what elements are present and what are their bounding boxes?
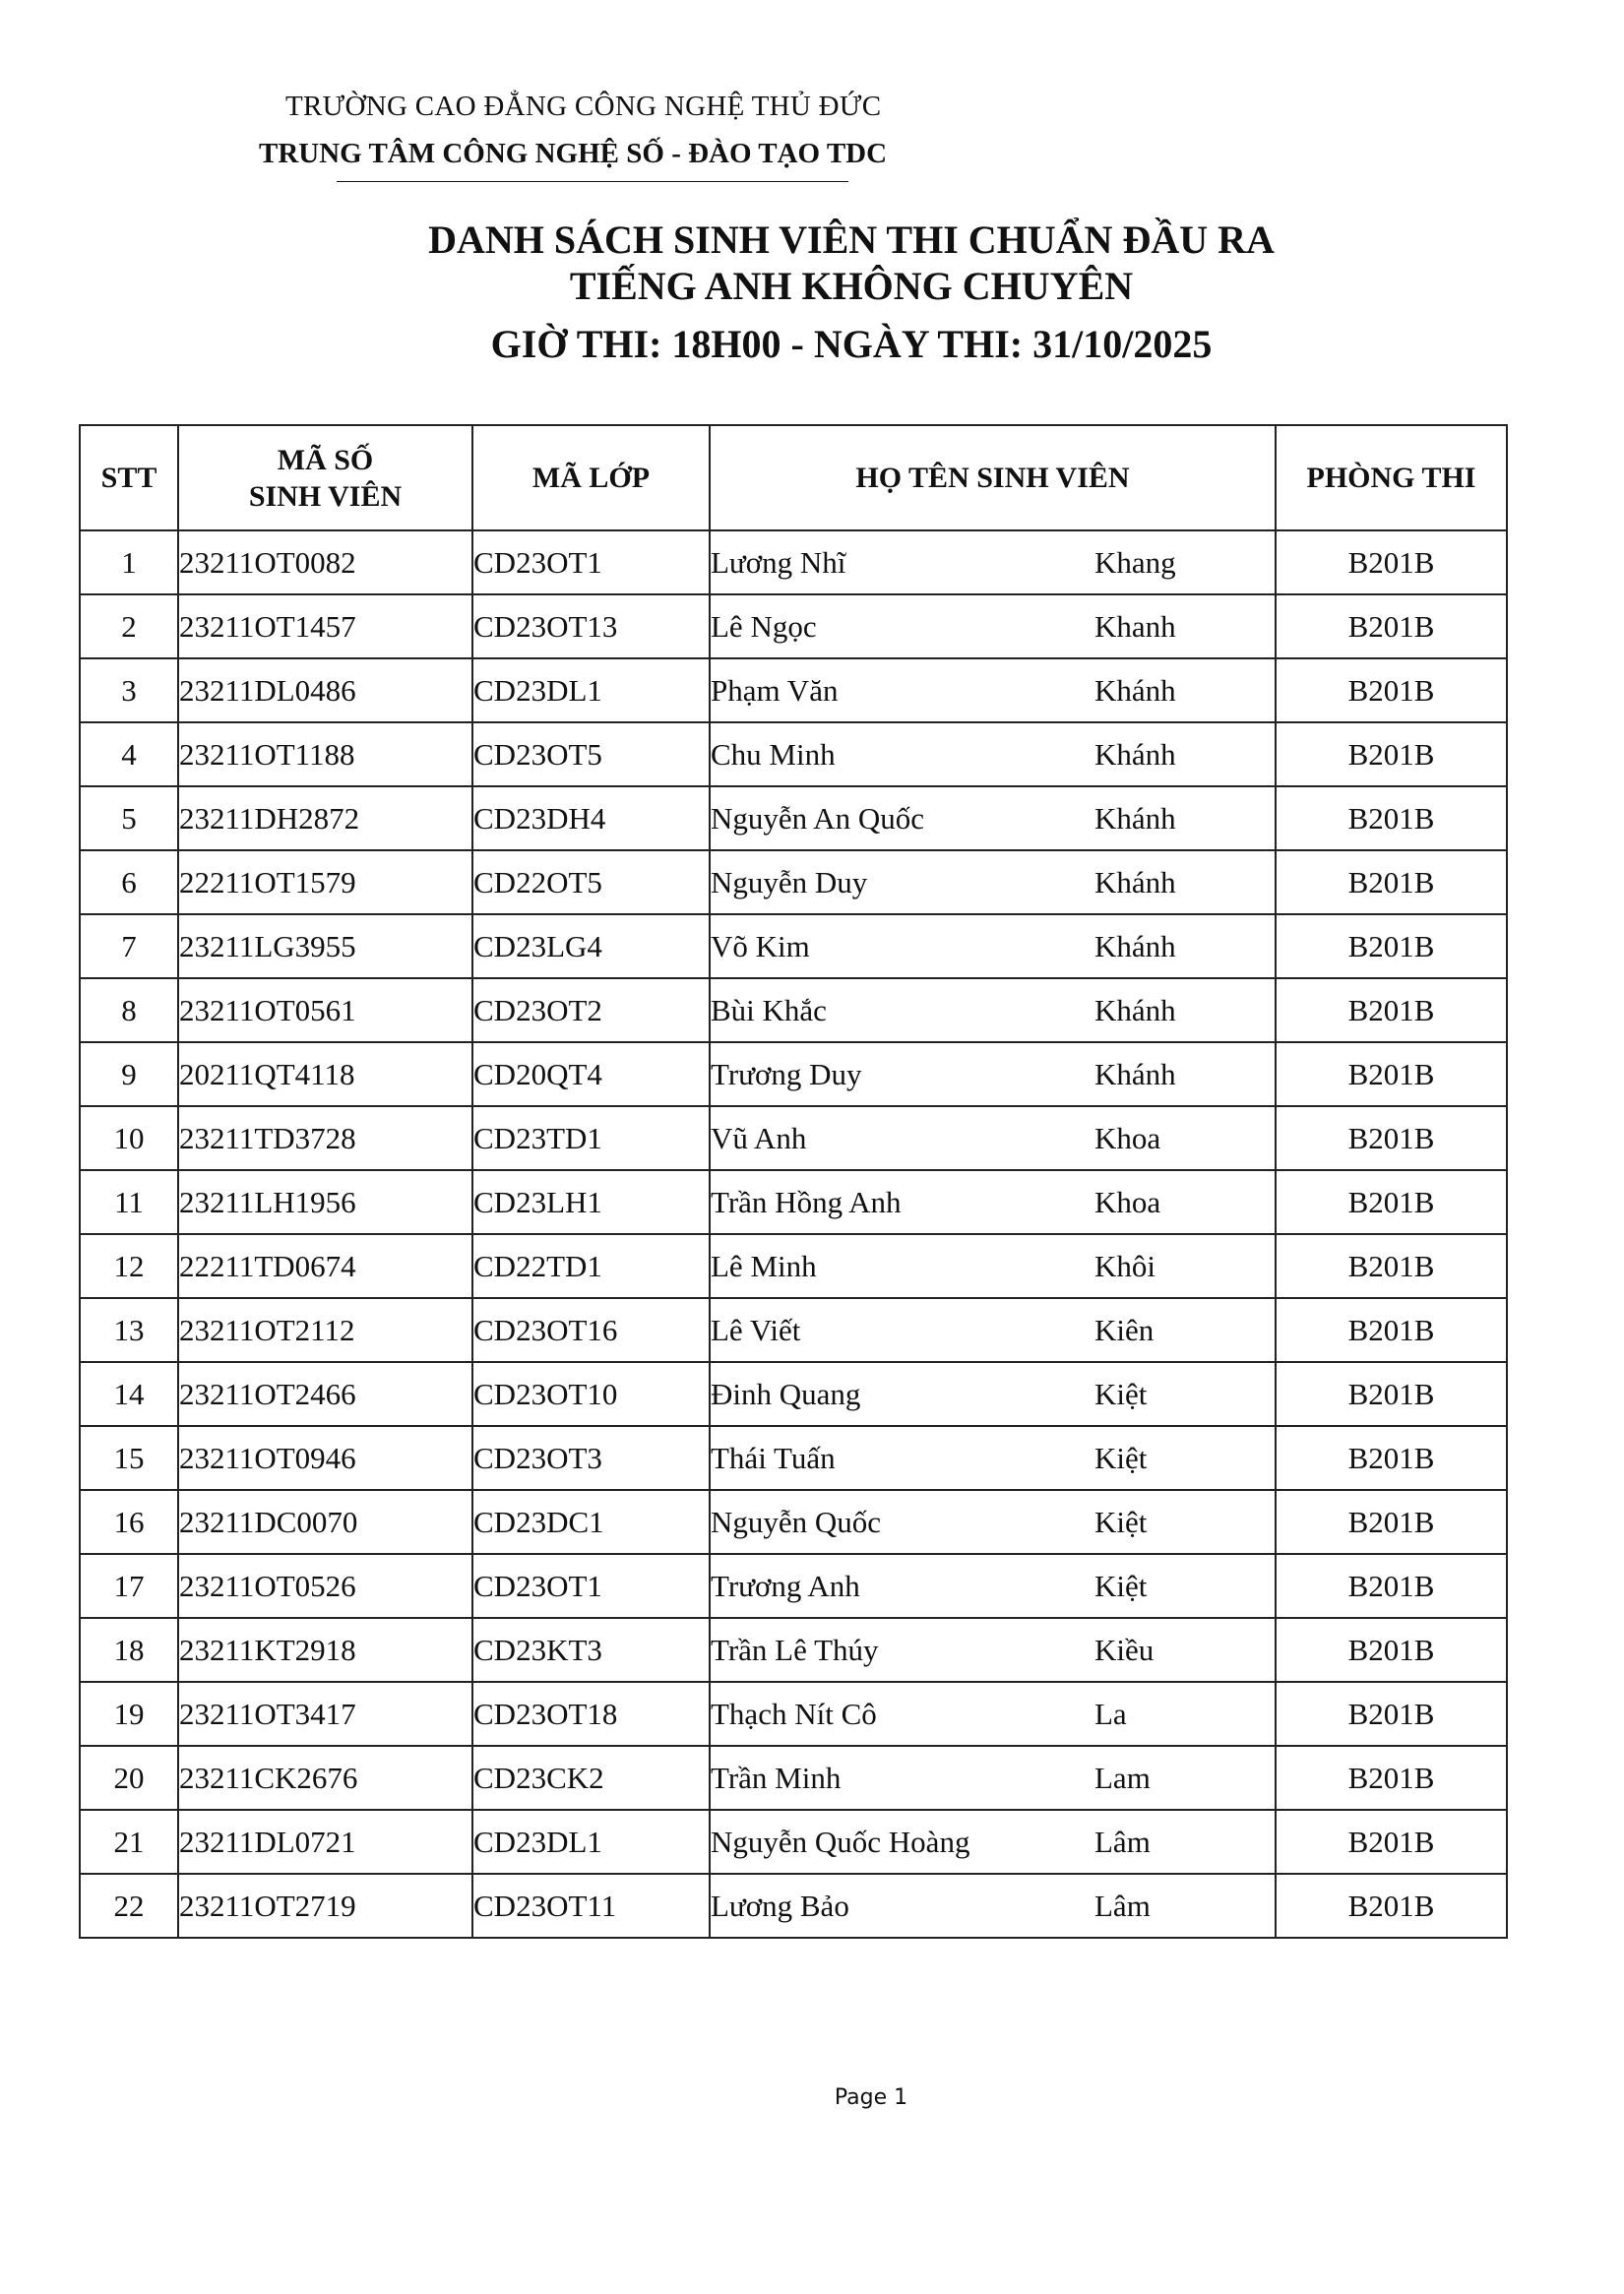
given-name: Khánh [1094, 929, 1176, 963]
student-id-cell: 23211CK2676 [178, 1746, 472, 1810]
surname-middle: Võ Kim [711, 929, 810, 963]
student-name-cell [710, 594, 1276, 658]
class-code-cell: CD23OT11 [472, 1874, 710, 1938]
center-name: TRUNG TÂM CÔNG NGHỆ SỐ - ĐÀO TẠO TDC [259, 138, 888, 169]
stt-cell: 11 [80, 1170, 178, 1234]
student-name-cell [710, 1874, 1276, 1938]
stt-cell: 3 [80, 658, 178, 722]
table-row [80, 1426, 1507, 1490]
exam-room-cell: B201B [1276, 658, 1507, 722]
student-id-cell: 23211DH2872 [178, 786, 472, 850]
exam-room-cell: B201B [1276, 1490, 1507, 1554]
student-name-cell [710, 1426, 1276, 1490]
stt-cell: 1 [80, 530, 178, 594]
exam-room-cell: B201B [1276, 914, 1507, 978]
given-name: Kiên [1094, 1313, 1155, 1347]
table-row [80, 1746, 1507, 1810]
document-title [0, 217, 1624, 367]
stt-cell: 16 [80, 1490, 178, 1554]
class-code-cell: CD23CK2 [472, 1746, 710, 1810]
class-code-cell: CD23DL1 [472, 1810, 710, 1874]
header-student-id-line1: MÃ SỐ [277, 443, 374, 476]
stt-cell: 6 [80, 850, 178, 914]
student-id-cell: 23211OT1457 [178, 594, 472, 658]
student-name-cell [710, 1554, 1276, 1618]
surname-middle: Lê Viết [711, 1313, 801, 1347]
student-roster-table [79, 424, 1508, 1939]
title-line-2: TIẾNG ANH KHÔNG CHUYÊN [569, 264, 1134, 308]
surname-middle: Trần Hồng Anh [711, 1185, 902, 1219]
student-name-cell [710, 1298, 1276, 1362]
given-name: Khánh [1094, 1057, 1176, 1091]
table-row [80, 1234, 1507, 1298]
student-id-cell: 23211OT3417 [178, 1682, 472, 1746]
given-name: La [1094, 1697, 1127, 1731]
class-code-cell: CD23LG4 [472, 914, 710, 978]
stt-cell: 7 [80, 914, 178, 978]
student-name-cell [710, 1618, 1276, 1682]
student-id-cell: 23211KT2918 [178, 1618, 472, 1682]
header-class: MÃ LỚP [472, 425, 710, 530]
given-name: Khánh [1094, 993, 1176, 1027]
surname-middle: Nguyễn Duy [711, 865, 868, 899]
given-name: Kiệt [1094, 1505, 1148, 1539]
given-name: Khoa [1094, 1121, 1161, 1155]
exam-room-cell: B201B [1276, 850, 1507, 914]
class-code-cell: CD23KT3 [472, 1618, 710, 1682]
exam-room-cell: B201B [1276, 1362, 1507, 1426]
stt-cell: 21 [80, 1810, 178, 1874]
stt-cell: 5 [80, 786, 178, 850]
surname-middle: Nguyễn Quốc [711, 1505, 882, 1539]
student-id-cell: 22211TD0674 [178, 1234, 472, 1298]
table-row [80, 914, 1507, 978]
table-row [80, 1618, 1507, 1682]
surname-middle: Lương Bảo [711, 1889, 849, 1923]
class-code-cell: CD23OT5 [472, 722, 710, 786]
given-name: Khanh [1094, 609, 1176, 644]
surname-middle: Phạm Văn [711, 673, 839, 708]
student-id-cell: 23211OT0946 [178, 1426, 472, 1490]
student-id-cell: 23211LH1956 [178, 1170, 472, 1234]
given-name: Lâm [1094, 1889, 1151, 1923]
header-student-id-line2: SINH VIÊN [248, 479, 403, 513]
given-name: Kiều [1094, 1633, 1155, 1667]
given-name: Lâm [1094, 1825, 1151, 1859]
given-name: Khoa [1094, 1185, 1161, 1219]
given-name: Lam [1094, 1761, 1151, 1795]
stt-cell: 4 [80, 722, 178, 786]
student-name-cell [710, 658, 1276, 722]
surname-middle: Trương Anh [711, 1569, 860, 1603]
student-name-cell [710, 1362, 1276, 1426]
exam-time-line: GIỜ THI: 18H00 - NGÀY THI: 31/10/2025 [490, 322, 1213, 366]
header-name: HỌ TÊN SINH VIÊN [710, 425, 1276, 530]
given-name: Khánh [1094, 865, 1176, 899]
student-id-cell: 22211OT1579 [178, 850, 472, 914]
table-row [80, 530, 1507, 594]
student-name-cell [710, 914, 1276, 978]
given-name: Khang [1094, 545, 1176, 580]
exam-room-cell: B201B [1276, 1618, 1507, 1682]
header-student-id [178, 425, 472, 530]
student-name-cell [710, 722, 1276, 786]
exam-room-cell: B201B [1276, 1298, 1507, 1362]
class-code-cell: CD23OT2 [472, 978, 710, 1042]
student-id-cell: 23211OT0561 [178, 978, 472, 1042]
student-id-cell: 23211DL0721 [178, 1810, 472, 1874]
student-name-cell [710, 1234, 1276, 1298]
given-name: Kiệt [1094, 1441, 1148, 1475]
exam-room-cell: B201B [1276, 978, 1507, 1042]
table-row [80, 594, 1507, 658]
exam-room-cell: B201B [1276, 1810, 1507, 1874]
student-id-cell: 23211DL0486 [178, 658, 472, 722]
given-name: Khánh [1094, 673, 1176, 708]
center-underline [337, 181, 848, 182]
class-code-cell: CD23DL1 [472, 658, 710, 722]
given-name: Khôi [1094, 1249, 1156, 1283]
header-stt: STT [80, 425, 178, 530]
class-code-cell: CD23OT1 [472, 530, 710, 594]
table-row [80, 1362, 1507, 1426]
student-id-cell: 23211OT2719 [178, 1874, 472, 1938]
table-row [80, 1874, 1507, 1938]
stt-cell: 20 [80, 1746, 178, 1810]
class-code-cell: CD23DH4 [472, 786, 710, 850]
student-id-cell: 23211OT1188 [178, 722, 472, 786]
class-code-cell: CD23OT13 [472, 594, 710, 658]
exam-room-cell: B201B [1276, 1106, 1507, 1170]
surname-middle: Nguyễn Quốc Hoàng [711, 1825, 970, 1859]
class-code-cell: CD23OT3 [472, 1426, 710, 1490]
class-code-cell: CD22OT5 [472, 850, 710, 914]
table-row [80, 850, 1507, 914]
student-name-cell [710, 1170, 1276, 1234]
student-name-cell [710, 1746, 1276, 1810]
surname-middle: Lê Ngọc [711, 609, 817, 644]
stt-cell: 10 [80, 1106, 178, 1170]
table-body [80, 530, 1507, 1938]
surname-middle: Chu Minh [711, 737, 836, 772]
table-row [80, 1810, 1507, 1874]
student-id-cell: 20211QT4118 [178, 1042, 472, 1106]
surname-middle: Đinh Quang [711, 1377, 861, 1411]
title-line-1: DANH SÁCH SINH VIÊN THI CHUẨN ĐẦU RA [428, 217, 1275, 262]
exam-room-cell: B201B [1276, 1746, 1507, 1810]
class-code-cell: CD23OT1 [472, 1554, 710, 1618]
student-name-cell [710, 978, 1276, 1042]
stt-cell: 22 [80, 1874, 178, 1938]
student-name-cell [710, 530, 1276, 594]
surname-middle: Lê Minh [711, 1249, 817, 1283]
table-row [80, 1554, 1507, 1618]
stt-cell: 12 [80, 1234, 178, 1298]
surname-middle: Bùi Khắc [711, 993, 827, 1027]
exam-room-cell: B201B [1276, 1170, 1507, 1234]
exam-room-cell: B201B [1276, 1234, 1507, 1298]
surname-middle: Trần Lê Thúy [711, 1633, 879, 1667]
student-name-cell [710, 1490, 1276, 1554]
student-name-cell [710, 850, 1276, 914]
table-header-row [80, 425, 1507, 530]
table-row [80, 1298, 1507, 1362]
surname-middle: Vũ Anh [711, 1121, 807, 1155]
student-name-cell [710, 1106, 1276, 1170]
stt-cell: 13 [80, 1298, 178, 1362]
class-code-cell: CD23OT18 [472, 1682, 710, 1746]
student-id-cell: 23211LG3955 [178, 914, 472, 978]
table-row [80, 1682, 1507, 1746]
surname-middle: Trần Minh [711, 1761, 842, 1795]
table-row [80, 1106, 1507, 1170]
stt-cell: 19 [80, 1682, 178, 1746]
table-row [80, 1042, 1507, 1106]
surname-middle: Thái Tuấn [711, 1441, 836, 1475]
student-name-cell [710, 1810, 1276, 1874]
school-name: TRƯỜNG CAO ĐẲNG CÔNG NGHỆ THỦ ĐỨC [285, 91, 882, 122]
exam-room-cell: B201B [1276, 1874, 1507, 1938]
student-id-cell: 23211DC0070 [178, 1490, 472, 1554]
stt-cell: 14 [80, 1362, 178, 1426]
class-code-cell: CD23LH1 [472, 1170, 710, 1234]
class-code-cell: CD23OT10 [472, 1362, 710, 1426]
student-id-cell: 23211OT2112 [178, 1298, 472, 1362]
class-code-cell: CD23OT16 [472, 1298, 710, 1362]
class-code-cell: CD23DC1 [472, 1490, 710, 1554]
given-name: Kiệt [1094, 1569, 1148, 1603]
header-room: PHÒNG THI [1276, 425, 1507, 530]
given-name: Khánh [1094, 737, 1176, 772]
surname-middle: Trương Duy [711, 1057, 862, 1091]
surname-middle: Thạch Nít Cô [711, 1697, 877, 1731]
table-row [80, 1170, 1507, 1234]
student-name-cell [710, 1682, 1276, 1746]
table-row [80, 722, 1507, 786]
class-code-cell: CD23TD1 [472, 1106, 710, 1170]
exam-room-cell: B201B [1276, 1682, 1507, 1746]
stt-cell: 2 [80, 594, 178, 658]
table-row [80, 1490, 1507, 1554]
surname-middle: Lương Nhĩ [711, 545, 846, 580]
given-name: Kiệt [1094, 1377, 1148, 1411]
student-name-cell [710, 786, 1276, 850]
student-name-cell [710, 1042, 1276, 1106]
class-code-cell: CD20QT4 [472, 1042, 710, 1106]
student-id-cell: 23211OT2466 [178, 1362, 472, 1426]
exam-room-cell: B201B [1276, 594, 1507, 658]
given-name: Khánh [1094, 801, 1176, 836]
student-id-cell: 23211OT0526 [178, 1554, 472, 1618]
class-code-cell: CD22TD1 [472, 1234, 710, 1298]
student-id-cell: 23211TD3728 [178, 1106, 472, 1170]
exam-room-cell: B201B [1276, 1554, 1507, 1618]
exam-room-cell: B201B [1276, 530, 1507, 594]
exam-room-cell: B201B [1276, 1426, 1507, 1490]
table-row [80, 978, 1507, 1042]
surname-middle: Nguyễn An Quốc [711, 801, 924, 836]
stt-cell: 9 [80, 1042, 178, 1106]
stt-cell: 15 [80, 1426, 178, 1490]
exam-room-cell: B201B [1276, 1042, 1507, 1106]
stt-cell: 17 [80, 1554, 178, 1618]
stt-cell: 8 [80, 978, 178, 1042]
table-row [80, 786, 1507, 850]
exam-room-cell: B201B [1276, 722, 1507, 786]
page-number: Page 1 [834, 2085, 908, 2110]
student-id-cell: 23211OT0082 [178, 530, 472, 594]
exam-room-cell: B201B [1276, 786, 1507, 850]
stt-cell: 18 [80, 1618, 178, 1682]
table-row [80, 658, 1507, 722]
